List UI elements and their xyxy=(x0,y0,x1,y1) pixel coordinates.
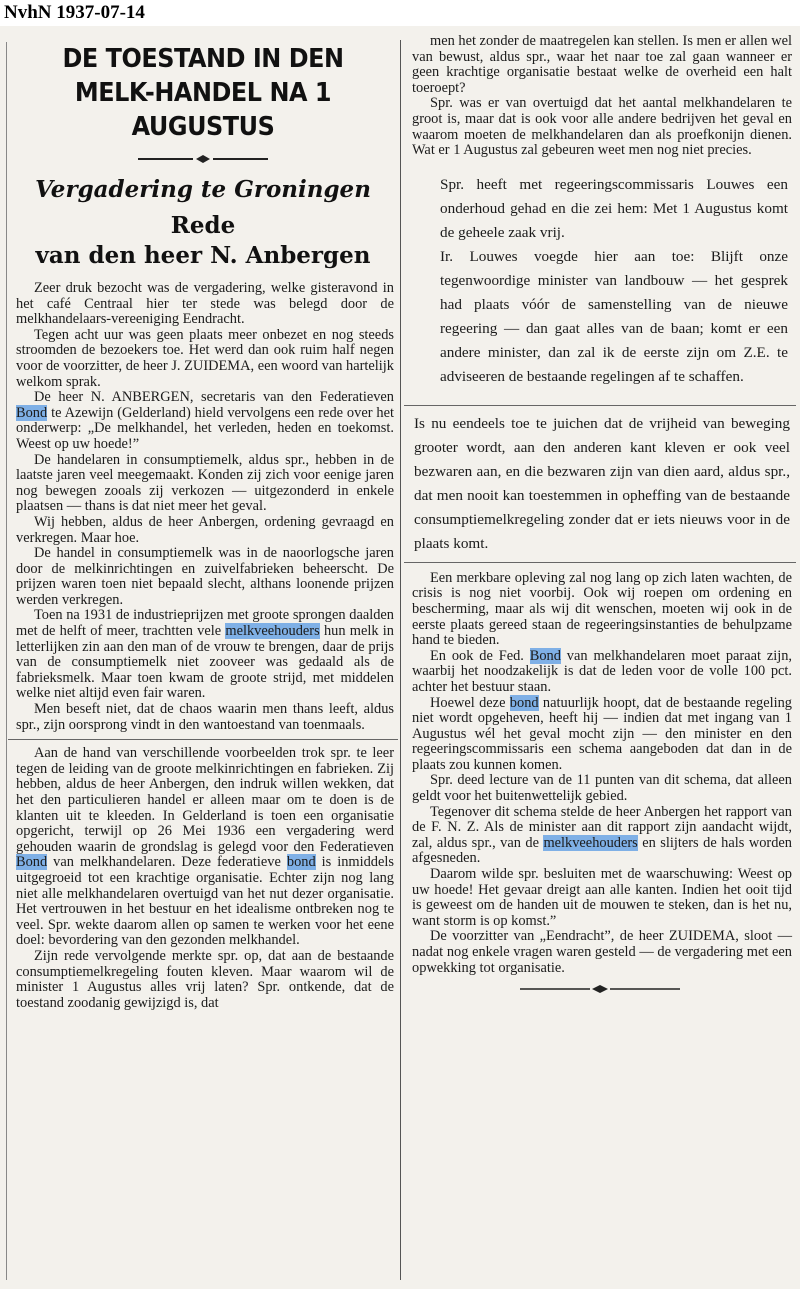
paragraph: Men beseft niet, dat de chaos waarin men thans leeft, aldus spr., zijn oorsprong vindt in den wantoestand van toenmaals. xyxy=(16,701,394,733)
paragraph: Wij hebben, aldus de heer Anbergen, ordening gevraagd en verkregen. Maar hoe. xyxy=(16,513,394,546)
text-run: van melkhandelaren moet paraat zijn, waarbij het noodzakelijk is dat de leden voor de volle 100 pct. achter het bestuur staan. xyxy=(412,647,792,695)
separator xyxy=(404,562,796,563)
highlight-melkveehouders: melkveehouders xyxy=(225,623,320,640)
paragraph: Is nu eendeels toe te juichen dat de vrijheid van beweging grooter wordt, aan den anderen kant kleven er ook veel bezwaren aan, en die bezwaren zijn van dien aard, aldus spr., dat men nooit kan toestemmen in opheffing van de bestaande consumptiemelkregeling zonder dat er iets nieuws voor in de plaats komt. xyxy=(414,414,790,552)
subtitle: Vergadering te Groningen xyxy=(35,176,371,203)
highlight-bond: bond xyxy=(509,694,539,711)
quote-paragraph: Ir. Louwes voegde hier aan toe: Blijft onze tegenwoordige minister van landbouw — het gesprek had plaats vóór de samenstelling van de nieuwe regeering — dan gaat alles van de baan; komt er een andere minister, dan zal ik de eerste zijn om Z.E. te adviseeren de bestaande regelingen af te schaffen. xyxy=(440,247,788,385)
text-run: hun melk in letterlijken zin aan den man of de vrouw te brengen, daar de prijs van de consumptiemelk niet zooveer was gedaald als de fabrieksmelk. Maar toen kwam de groote strijd, met middelen welke niet altijd even fair waren. xyxy=(16,623,394,702)
ornament-divider-icon xyxy=(138,154,268,164)
speech-title xyxy=(8,211,398,271)
paragraph xyxy=(16,608,394,702)
highlight-bond: bond xyxy=(286,854,316,871)
quote-paragraph: Spr. heeft met regeeringscommissaris Louwes een onderhoud gehad en die zei hem: Met 1 Augustus komt de geheele zaak vrij. xyxy=(440,175,788,241)
text-run: natuurlijk hoopt, dat de bestaande regeling niet wordt opgeheven, heeft hij — indien dat met ingang van 1 Augustus wél het geval mocht zijn — den minister en den regeeringscommissaris een schema aangeboden dat dan in de plaats zou kunnen komen. xyxy=(412,694,792,773)
highlight-bond: Bond xyxy=(529,647,561,664)
paragraph: Spr. deed lecture van de 11 punten van dit schema, dat alleen geldt voor het buitenwettelijk gebied. xyxy=(412,772,792,805)
text-run: De heer N. ANBERGEN, secretaris van den Federatieven xyxy=(34,389,394,406)
newspaper-clipping xyxy=(0,26,800,1289)
text-run: Hoewel deze xyxy=(430,694,510,711)
separator xyxy=(404,405,796,406)
paragraph xyxy=(412,805,792,867)
paragraph: Zijn rede vervolgende merkte spr. op, dat aan de bestaande consumptiemelkregeling fouten kleven. Maar waarom wil de minister 1 Augustus alles vrij laten? Spr. ontkende, dat de toestand zoodanig gewijzigd is, dat xyxy=(16,947,394,1011)
paragraph: men het zonder de maatregelen kan stellen. Is men er allen wel van bewust, aldus spr., waar het naar toe zal gaan wanneer er geen krachtige organisatie bestaat welke de overheid een halt toeroept? xyxy=(412,33,793,96)
paragraph: Een merkbare opleving zal nog lang op zich laten wachten, de crisis is nog niet voorbij. Ook wij roepen om ordening en bescherming, maar als wij dit wenschen, moeten wij ook in de eerste plaats gereed staan de regeeringsinstanties de behulpzame hand te bieden. xyxy=(412,569,792,649)
highlight-melkveehouders: melkveehouders xyxy=(543,834,638,851)
text-run: Toen na 1931 de industrieprijzen met groote sprongen daalden met de helft of meer, trachtten vele xyxy=(16,607,394,640)
left-border xyxy=(6,42,7,1280)
separator xyxy=(8,739,398,740)
paragraph: De voorzitter van „Eendracht”, de heer ZUIDEMA, sloot — nadat nog enkele vragen waren gesteld — de vergadering met een opwekking tot organisatie. xyxy=(412,928,792,976)
closing-ornament-icon xyxy=(520,984,680,994)
paragraph xyxy=(412,649,792,696)
headline: DE TOESTAND IN DEN MELK-HANDEL NA 1 AUGUSTUS xyxy=(62,44,344,142)
column-divider xyxy=(400,40,401,1280)
highlight-bond: Bond xyxy=(16,854,48,871)
text-run: En ook de Fed. xyxy=(430,647,530,664)
right-column xyxy=(404,26,796,994)
left-column xyxy=(8,26,398,1011)
text-run: Aan de hand van verschillende voorbeelden trok spr. te leer tegen de leiding van de groote melkinrichtingen en fabrieken. Zij hebben, aldus de heer Anbergen, den indruk willen wekken, dat het den particulieren handel er alleen maar om te doen is de klanten uit te kleeden. In Gelderland is toen een organisatie opgericht, terwijl op 26 Mei 1936 een vergadering werd gehouden waarin de grondslag is gelegd voor den Federatieven xyxy=(16,745,394,855)
paragraph xyxy=(16,746,394,949)
speech-title-line-2: van den heer N. Anbergen xyxy=(35,242,371,269)
text-run: Tegenover dit schema stelde de heer Anbergen het rapport van de F. N. Z. Als de minister aan dit rapport zijn aandacht wijdt, zal, aldus spr., van de xyxy=(412,803,792,851)
speech-title-line-1: Rede xyxy=(170,212,236,239)
paragraph: Spr. was er van overtuigd dat het aantal melkhandelaren te groot is, maar dat is ook voor alle andere bedrijven het geval en waarom moeten de melkhandelaren dan als proefkonijn dienen. Wat er 1 Augustus zal gebeuren weet men nog niet precies. xyxy=(412,95,792,159)
paragraph xyxy=(16,390,394,452)
paragraph: De handel in consumptiemelk was in de naoorlogsche jaren door de melkinrichtingen en zuivelfabrieken beheerscht. De prijzen waren toen niet bepaald slecht, althans loonende prijzen werden verkregen. xyxy=(16,545,394,608)
source-label: NvhN 1937-07-14 xyxy=(4,2,145,23)
paragraph: Zeer druk bezocht was de vergadering, welke gisteravond in het café Centraal hier ter stede was belegd door de melkhandelaars-vereeniging Eendracht. xyxy=(16,280,394,328)
quote-block xyxy=(404,159,796,399)
paragraph: Tegen acht uur was geen plaats meer onbezet en nog steeds stroomden de bezoekers toe. Het werd dan ook ruim half negen voor de voorzitter, de heer J. ZUIDEMA, een woord van hartelijk welkom sprak. xyxy=(16,326,394,390)
text-run: is inmiddels uitgegroeid tot een krachtige organisatie. Echter zijn nog lang niet alle melkhandelaren overtuigd van het nut dezer organisatie. Het vertrouwen in het bestuur en het idealisme ontbreken nog te veel. Spr. wekte daarom allen op samen te werken voor het eene doel: bevordering van den gezonden melkhandel. xyxy=(16,854,394,949)
text-run: en slijters de hals worden afgesneden. xyxy=(412,834,792,867)
text-run: van melkhandelaren. Deze federatieve xyxy=(47,854,287,871)
highlight-bond: Bond xyxy=(16,404,48,421)
paragraph: De handelaren in consumptiemelk, aldus spr., hebben in de laatste jaren veel meegemaakt. Konden zij zich voor eenige jaren nog bewegen zooals zij verkozen — uitgezonderd in enkele plaatsen — thans is dat niet meer het geval. xyxy=(16,451,394,515)
paragraph xyxy=(412,696,792,774)
paragraph: Daarom wilde spr. besluiten met de waarschuwing: Weest op uw hoede! Het gevaar dreigt aan alle kanten. Indien het ooit tijd is geweest om de handen uit de mouwen te steken, dan is het nu, want storm is op komst.” xyxy=(412,866,792,929)
text-run: te Azewijn (Gelderland) hield vervolgens een rede over het onderwerp: „De melkhandel, het verleden, heden en toekomst. Weest op uw hoede!” xyxy=(16,404,394,452)
